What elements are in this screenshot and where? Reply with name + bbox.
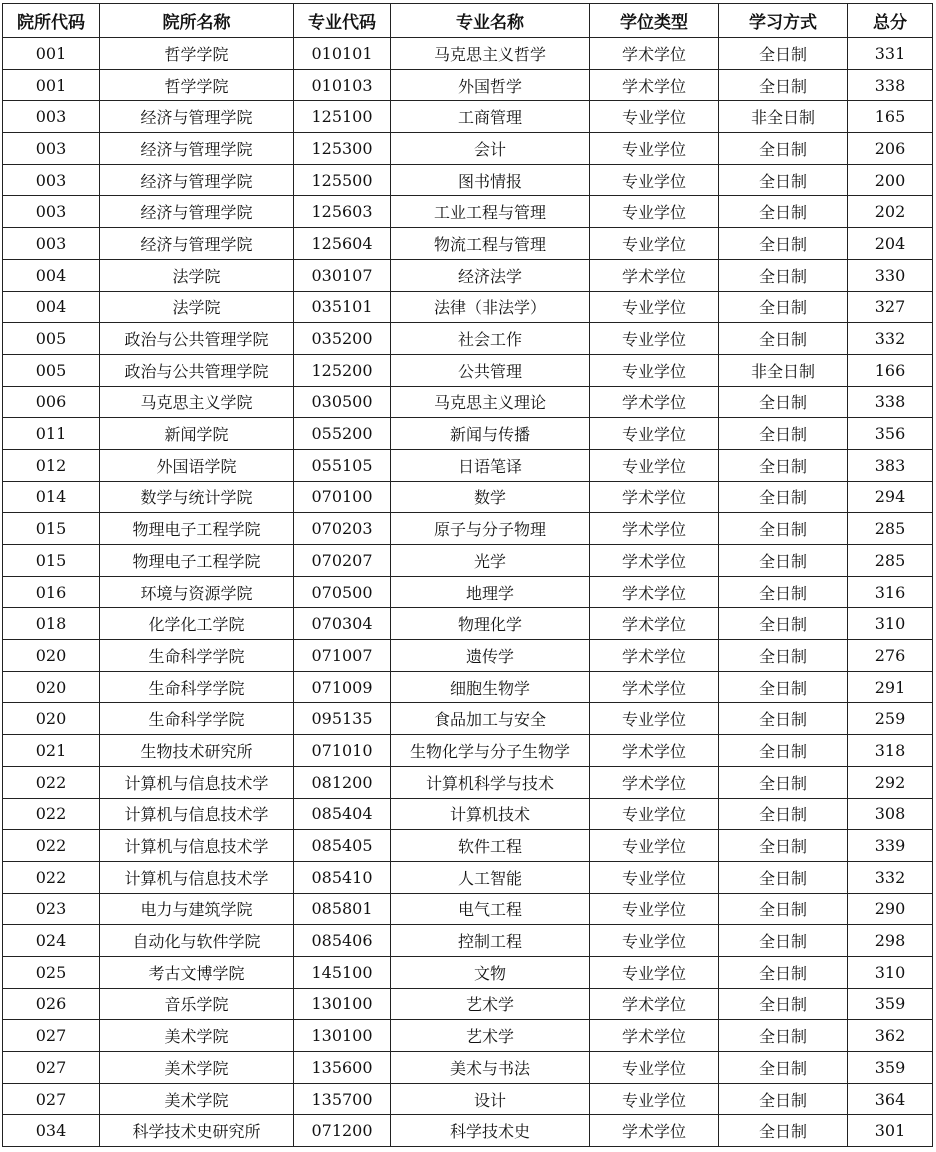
study-mode-cell: 全日制 <box>719 925 848 957</box>
institute-name-cell: 经济与管理学院 <box>100 228 294 260</box>
degree-type-cell: 专业学位 <box>590 418 719 450</box>
major-name-cell: 艺术学 <box>391 988 590 1020</box>
study-mode-cell: 全日制 <box>719 69 848 101</box>
major-code-cell: 030500 <box>294 386 391 418</box>
degree-type-cell: 学术学位 <box>590 988 719 1020</box>
institute-name-cell: 生物技术研究所 <box>100 735 294 767</box>
institute-code-cell: 012 <box>3 449 100 481</box>
study-mode-cell: 全日制 <box>719 1115 848 1147</box>
institute-name-cell: 计算机与信息技术学 <box>100 766 294 798</box>
institute-code-cell: 001 <box>3 38 100 70</box>
major-code-cell: 130100 <box>294 988 391 1020</box>
major-code-cell: 030107 <box>294 259 391 291</box>
major-name-cell: 工商管理 <box>391 101 590 133</box>
study-mode-cell: 全日制 <box>719 830 848 862</box>
major-code-cell: 035200 <box>294 323 391 355</box>
institute-code-cell: 004 <box>3 291 100 323</box>
study-mode-cell: 全日制 <box>719 861 848 893</box>
major-name-cell: 设计 <box>391 1083 590 1115</box>
institute-code-cell: 014 <box>3 481 100 513</box>
major-name-cell: 法律（非法学） <box>391 291 590 323</box>
degree-type-cell: 学术学位 <box>590 576 719 608</box>
institute-code-cell: 034 <box>3 1115 100 1147</box>
major-code-cell: 071010 <box>294 735 391 767</box>
major-code-cell: 071009 <box>294 671 391 703</box>
major-name-cell: 物理化学 <box>391 608 590 640</box>
major-name-cell: 光学 <box>391 545 590 577</box>
study-mode-cell: 全日制 <box>719 576 848 608</box>
institute-name-cell: 经济与管理学院 <box>100 164 294 196</box>
major-name-cell: 科学技术史 <box>391 1115 590 1147</box>
major-name-cell: 细胞生物学 <box>391 671 590 703</box>
institute-code-cell: 003 <box>3 196 100 228</box>
table-row <box>3 449 933 481</box>
major-name-cell: 计算机科学与技术 <box>391 766 590 798</box>
major-name-cell: 新闻与传播 <box>391 418 590 450</box>
table-row <box>3 228 933 260</box>
major-code-cell: 125100 <box>294 101 391 133</box>
total-score-cell: 359 <box>848 1052 933 1084</box>
total-score-cell: 383 <box>848 449 933 481</box>
major-code-cell: 085404 <box>294 798 391 830</box>
major-name-cell: 生物化学与分子生物学 <box>391 735 590 767</box>
total-score-cell: 206 <box>848 133 933 165</box>
table-row <box>3 830 933 862</box>
table-row <box>3 323 933 355</box>
institute-name-cell: 外国语学院 <box>100 449 294 481</box>
institute-name-cell: 经济与管理学院 <box>100 133 294 165</box>
degree-type-cell: 学术学位 <box>590 766 719 798</box>
major-code-cell: 125500 <box>294 164 391 196</box>
degree-type-cell: 专业学位 <box>590 893 719 925</box>
institute-code-cell: 006 <box>3 386 100 418</box>
degree-type-cell: 学术学位 <box>590 481 719 513</box>
degree-type-cell: 学术学位 <box>590 608 719 640</box>
total-score-cell: 327 <box>848 291 933 323</box>
major-code-cell: 130100 <box>294 1020 391 1052</box>
table-row <box>3 576 933 608</box>
major-code-cell: 071200 <box>294 1115 391 1147</box>
major-code-cell: 081200 <box>294 766 391 798</box>
institute-code-cell: 003 <box>3 133 100 165</box>
degree-type-cell: 学术学位 <box>590 640 719 672</box>
study-mode-cell: 全日制 <box>719 766 848 798</box>
institute-name-cell: 物理电子工程学院 <box>100 545 294 577</box>
major-name-cell: 公共管理 <box>391 354 590 386</box>
degree-type-cell: 学术学位 <box>590 671 719 703</box>
major-code-cell: 010103 <box>294 69 391 101</box>
study-mode-cell: 非全日制 <box>719 101 848 133</box>
institute-code-cell: 027 <box>3 1052 100 1084</box>
study-mode-cell: 全日制 <box>719 449 848 481</box>
major-code-cell: 070304 <box>294 608 391 640</box>
study-mode-cell: 全日制 <box>719 513 848 545</box>
major-code-cell: 070203 <box>294 513 391 545</box>
institute-name-cell: 经济与管理学院 <box>100 101 294 133</box>
institute-code-cell: 020 <box>3 703 100 735</box>
table-row <box>3 386 933 418</box>
table-row <box>3 703 933 735</box>
major-name-cell: 图书情报 <box>391 164 590 196</box>
degree-type-cell: 学术学位 <box>590 69 719 101</box>
total-score-cell: 356 <box>848 418 933 450</box>
institute-code-cell: 003 <box>3 228 100 260</box>
institute-code-cell: 022 <box>3 861 100 893</box>
table-row <box>3 735 933 767</box>
degree-type-cell: 专业学位 <box>590 861 719 893</box>
institute-name-cell: 法学院 <box>100 291 294 323</box>
major-name-cell: 控制工程 <box>391 925 590 957</box>
institute-name-cell: 生命科学学院 <box>100 703 294 735</box>
header-institute-code: 院所代码 <box>3 4 100 38</box>
study-mode-cell: 非全日制 <box>719 354 848 386</box>
total-score-cell: 285 <box>848 513 933 545</box>
study-mode-cell: 全日制 <box>719 640 848 672</box>
table-row <box>3 1052 933 1084</box>
study-mode-cell: 全日制 <box>719 608 848 640</box>
table-row <box>3 69 933 101</box>
header-major-name: 专业名称 <box>391 4 590 38</box>
table-row <box>3 1020 933 1052</box>
table-row <box>3 798 933 830</box>
study-mode-cell: 全日制 <box>719 671 848 703</box>
major-name-cell: 物流工程与管理 <box>391 228 590 260</box>
institute-name-cell: 新闻学院 <box>100 418 294 450</box>
institute-code-cell: 026 <box>3 988 100 1020</box>
major-name-cell: 食品加工与安全 <box>391 703 590 735</box>
institute-name-cell: 美术学院 <box>100 1020 294 1052</box>
major-code-cell: 125300 <box>294 133 391 165</box>
study-mode-cell: 全日制 <box>719 1052 848 1084</box>
institute-code-cell: 003 <box>3 101 100 133</box>
major-code-cell: 055200 <box>294 418 391 450</box>
institute-name-cell: 环境与资源学院 <box>100 576 294 608</box>
total-score-cell: 332 <box>848 861 933 893</box>
institute-name-cell: 政治与公共管理学院 <box>100 323 294 355</box>
study-mode-cell: 全日制 <box>719 1020 848 1052</box>
institute-name-cell: 美术学院 <box>100 1052 294 1084</box>
institute-name-cell: 电力与建筑学院 <box>100 893 294 925</box>
header-total-score: 总分 <box>848 4 933 38</box>
table-row <box>3 1083 933 1115</box>
major-name-cell: 电气工程 <box>391 893 590 925</box>
total-score-cell: 308 <box>848 798 933 830</box>
total-score-cell: 310 <box>848 956 933 988</box>
major-name-cell: 原子与分子物理 <box>391 513 590 545</box>
major-code-cell: 070100 <box>294 481 391 513</box>
institute-code-cell: 003 <box>3 164 100 196</box>
total-score-cell: 200 <box>848 164 933 196</box>
table-row <box>3 545 933 577</box>
institute-code-cell: 005 <box>3 323 100 355</box>
institute-code-cell: 023 <box>3 893 100 925</box>
major-name-cell: 软件工程 <box>391 830 590 862</box>
major-name-cell: 会计 <box>391 133 590 165</box>
major-code-cell: 085406 <box>294 925 391 957</box>
total-score-cell: 290 <box>848 893 933 925</box>
major-code-cell: 070207 <box>294 545 391 577</box>
table-row <box>3 671 933 703</box>
institute-name-cell: 法学院 <box>100 259 294 291</box>
institute-code-cell: 027 <box>3 1083 100 1115</box>
institute-code-cell: 016 <box>3 576 100 608</box>
total-score-cell: 316 <box>848 576 933 608</box>
major-code-cell: 035101 <box>294 291 391 323</box>
total-score-cell: 362 <box>848 1020 933 1052</box>
study-mode-cell: 全日制 <box>719 988 848 1020</box>
degree-type-cell: 专业学位 <box>590 354 719 386</box>
table-row <box>3 101 933 133</box>
institute-code-cell: 015 <box>3 545 100 577</box>
institute-code-cell: 001 <box>3 69 100 101</box>
study-mode-cell: 全日制 <box>719 956 848 988</box>
table-row <box>3 988 933 1020</box>
degree-type-cell: 学术学位 <box>590 545 719 577</box>
institute-name-cell: 美术学院 <box>100 1083 294 1115</box>
degree-type-cell: 专业学位 <box>590 133 719 165</box>
institute-code-cell: 025 <box>3 956 100 988</box>
major-code-cell: 071007 <box>294 640 391 672</box>
total-score-cell: 310 <box>848 608 933 640</box>
total-score-cell: 166 <box>848 354 933 386</box>
total-score-cell: 332 <box>848 323 933 355</box>
table-row <box>3 766 933 798</box>
major-code-cell: 145100 <box>294 956 391 988</box>
major-name-cell: 地理学 <box>391 576 590 608</box>
institute-name-cell: 马克思主义学院 <box>100 386 294 418</box>
table-row <box>3 291 933 323</box>
study-mode-cell: 全日制 <box>719 164 848 196</box>
total-score-cell: 338 <box>848 69 933 101</box>
major-code-cell: 125603 <box>294 196 391 228</box>
institute-name-cell: 计算机与信息技术学 <box>100 830 294 862</box>
study-mode-cell: 全日制 <box>719 1083 848 1115</box>
major-code-cell: 135700 <box>294 1083 391 1115</box>
major-code-cell: 085405 <box>294 830 391 862</box>
header-institute-name: 院所名称 <box>100 4 294 38</box>
major-name-cell: 工业工程与管理 <box>391 196 590 228</box>
major-name-cell: 日语笔译 <box>391 449 590 481</box>
degree-type-cell: 学术学位 <box>590 1020 719 1052</box>
study-mode-cell: 全日制 <box>719 735 848 767</box>
major-name-cell: 计算机技术 <box>391 798 590 830</box>
total-score-cell: 204 <box>848 228 933 260</box>
table-row <box>3 956 933 988</box>
major-code-cell: 085410 <box>294 861 391 893</box>
institute-name-cell: 考古文博学院 <box>100 956 294 988</box>
degree-type-cell: 学术学位 <box>590 386 719 418</box>
table-header-row <box>3 4 933 38</box>
total-score-cell: 285 <box>848 545 933 577</box>
institute-name-cell: 计算机与信息技术学 <box>100 861 294 893</box>
institute-name-cell: 政治与公共管理学院 <box>100 354 294 386</box>
header-degree-type: 学位类型 <box>590 4 719 38</box>
study-mode-cell: 全日制 <box>719 133 848 165</box>
major-code-cell: 125604 <box>294 228 391 260</box>
study-mode-cell: 全日制 <box>719 703 848 735</box>
degree-type-cell: 专业学位 <box>590 956 719 988</box>
total-score-cell: 259 <box>848 703 933 735</box>
major-code-cell: 085801 <box>294 893 391 925</box>
total-score-cell: 359 <box>848 988 933 1020</box>
institute-name-cell: 哲学学院 <box>100 69 294 101</box>
table-row <box>3 608 933 640</box>
study-mode-cell: 全日制 <box>719 259 848 291</box>
study-mode-cell: 全日制 <box>719 386 848 418</box>
institute-code-cell: 022 <box>3 830 100 862</box>
major-code-cell: 070500 <box>294 576 391 608</box>
degree-type-cell: 学术学位 <box>590 513 719 545</box>
major-name-cell: 遗传学 <box>391 640 590 672</box>
score-table <box>2 3 933 1147</box>
institute-code-cell: 020 <box>3 671 100 703</box>
institute-name-cell: 自动化与软件学院 <box>100 925 294 957</box>
degree-type-cell: 专业学位 <box>590 291 719 323</box>
study-mode-cell: 全日制 <box>719 228 848 260</box>
major-name-cell: 马克思主义理论 <box>391 386 590 418</box>
total-score-cell: 301 <box>848 1115 933 1147</box>
major-code-cell: 095135 <box>294 703 391 735</box>
score-table-container <box>2 3 932 1147</box>
institute-name-cell: 数学与统计学院 <box>100 481 294 513</box>
degree-type-cell: 专业学位 <box>590 925 719 957</box>
degree-type-cell: 专业学位 <box>590 164 719 196</box>
table-row <box>3 133 933 165</box>
table-row <box>3 196 933 228</box>
header-major-code: 专业代码 <box>294 4 391 38</box>
institute-name-cell: 计算机与信息技术学 <box>100 798 294 830</box>
degree-type-cell: 学术学位 <box>590 735 719 767</box>
table-row <box>3 38 933 70</box>
study-mode-cell: 全日制 <box>719 38 848 70</box>
major-code-cell: 135600 <box>294 1052 391 1084</box>
table-row <box>3 481 933 513</box>
total-score-cell: 291 <box>848 671 933 703</box>
major-code-cell: 125200 <box>294 354 391 386</box>
table-body <box>3 38 933 1147</box>
study-mode-cell: 全日制 <box>719 323 848 355</box>
major-name-cell: 经济法学 <box>391 259 590 291</box>
institute-code-cell: 024 <box>3 925 100 957</box>
degree-type-cell: 专业学位 <box>590 196 719 228</box>
major-name-cell: 数学 <box>391 481 590 513</box>
institute-code-cell: 015 <box>3 513 100 545</box>
major-name-cell: 文物 <box>391 956 590 988</box>
study-mode-cell: 全日制 <box>719 798 848 830</box>
total-score-cell: 202 <box>848 196 933 228</box>
major-name-cell: 人工智能 <box>391 861 590 893</box>
institute-code-cell: 021 <box>3 735 100 767</box>
degree-type-cell: 专业学位 <box>590 1052 719 1084</box>
study-mode-cell: 全日制 <box>719 418 848 450</box>
major-name-cell: 艺术学 <box>391 1020 590 1052</box>
institute-name-cell: 化学化工学院 <box>100 608 294 640</box>
total-score-cell: 338 <box>848 386 933 418</box>
degree-type-cell: 专业学位 <box>590 798 719 830</box>
study-mode-cell: 全日制 <box>719 196 848 228</box>
table-row <box>3 640 933 672</box>
major-name-cell: 马克思主义哲学 <box>391 38 590 70</box>
table-row <box>3 354 933 386</box>
institute-code-cell: 005 <box>3 354 100 386</box>
degree-type-cell: 学术学位 <box>590 38 719 70</box>
degree-type-cell: 专业学位 <box>590 449 719 481</box>
total-score-cell: 298 <box>848 925 933 957</box>
institute-code-cell: 027 <box>3 1020 100 1052</box>
degree-type-cell: 专业学位 <box>590 830 719 862</box>
degree-type-cell: 专业学位 <box>590 703 719 735</box>
table-row <box>3 1115 933 1147</box>
total-score-cell: 364 <box>848 1083 933 1115</box>
institute-name-cell: 经济与管理学院 <box>100 196 294 228</box>
degree-type-cell: 专业学位 <box>590 228 719 260</box>
study-mode-cell: 全日制 <box>719 893 848 925</box>
total-score-cell: 330 <box>848 259 933 291</box>
total-score-cell: 292 <box>848 766 933 798</box>
institute-code-cell: 020 <box>3 640 100 672</box>
major-name-cell: 社会工作 <box>391 323 590 355</box>
degree-type-cell: 专业学位 <box>590 323 719 355</box>
table-row <box>3 513 933 545</box>
institute-name-cell: 生命科学学院 <box>100 671 294 703</box>
institute-name-cell: 物理电子工程学院 <box>100 513 294 545</box>
major-name-cell: 外国哲学 <box>391 69 590 101</box>
degree-type-cell: 学术学位 <box>590 259 719 291</box>
table-row <box>3 259 933 291</box>
institute-code-cell: 004 <box>3 259 100 291</box>
total-score-cell: 331 <box>848 38 933 70</box>
institute-name-cell: 科学技术史研究所 <box>100 1115 294 1147</box>
total-score-cell: 294 <box>848 481 933 513</box>
header-study-mode: 学习方式 <box>719 4 848 38</box>
institute-code-cell: 022 <box>3 798 100 830</box>
table-row <box>3 418 933 450</box>
institute-code-cell: 011 <box>3 418 100 450</box>
major-code-cell: 055105 <box>294 449 391 481</box>
major-name-cell: 美术与书法 <box>391 1052 590 1084</box>
table-row <box>3 861 933 893</box>
table-row <box>3 893 933 925</box>
institute-code-cell: 022 <box>3 766 100 798</box>
total-score-cell: 165 <box>848 101 933 133</box>
institute-name-cell: 生命科学学院 <box>100 640 294 672</box>
study-mode-cell: 全日制 <box>719 545 848 577</box>
study-mode-cell: 全日制 <box>719 291 848 323</box>
institute-name-cell: 音乐学院 <box>100 988 294 1020</box>
total-score-cell: 276 <box>848 640 933 672</box>
degree-type-cell: 专业学位 <box>590 1083 719 1115</box>
degree-type-cell: 学术学位 <box>590 1115 719 1147</box>
total-score-cell: 318 <box>848 735 933 767</box>
study-mode-cell: 全日制 <box>719 481 848 513</box>
degree-type-cell: 专业学位 <box>590 101 719 133</box>
institute-name-cell: 哲学学院 <box>100 38 294 70</box>
major-code-cell: 010101 <box>294 38 391 70</box>
table-row <box>3 925 933 957</box>
table-row <box>3 164 933 196</box>
institute-code-cell: 018 <box>3 608 100 640</box>
total-score-cell: 339 <box>848 830 933 862</box>
